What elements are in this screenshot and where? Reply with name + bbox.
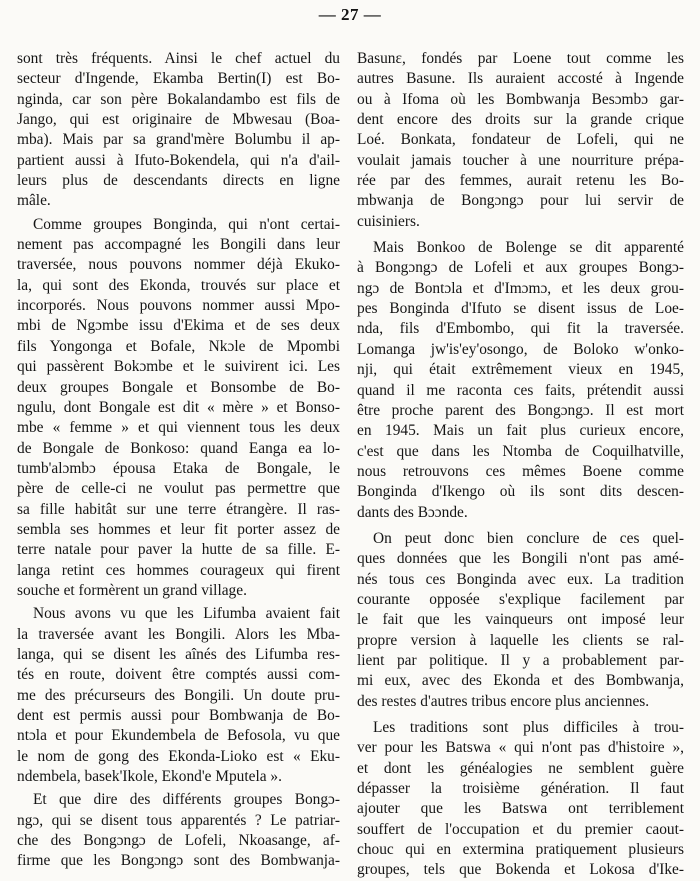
text-line: Lomanga jw'is'ey'osongo, de Boloko w'onko- [357, 340, 684, 358]
text-line: ques données que les Bongili n'ont pas amé- [357, 550, 684, 568]
text-line: qui passèrent Bokɔmbe et le suivirent ici. Les [17, 358, 340, 376]
text-line: ngɔ de Bontɔla et d'Imɔmɔ, et les deux grou- [357, 279, 684, 297]
text-line: me des précurseurs des Bongili. Un doute pru- [17, 686, 340, 704]
text-line: tumb'alɔmbɔ épousa Etaka de Bongale, le [17, 459, 340, 477]
text-line: ntɔla et pour Ekundembela de Befosola, vu que [17, 727, 340, 745]
text-line: ngɔ, qui se disent tous apparentés ? Le patriar- [17, 811, 340, 829]
text-line: traversée, nous pouvons nommer déjà Ekuko- [17, 256, 340, 274]
text-line: la, qui sont des Ekonda, trouvés sur place et [17, 276, 340, 294]
text-line: voulait jamais toucher à une nourriture prépa- [357, 151, 684, 169]
text-line: et dont les généalogies ne semblent guère [357, 759, 684, 777]
text-line: ver pour les Batswa « qui n'ont pas d'histoire », [357, 739, 684, 757]
text-line: On peut donc bien conclure de ces quel- [373, 529, 684, 547]
text-line: mi eux, avec des Ekonda et des Bombwanja, [357, 672, 684, 690]
text-line: dent est permis aussi pour Bombwanja de Bo- [17, 707, 340, 724]
text-line: firme que les Bongɔngɔ sont des Bombwanja- [17, 852, 340, 870]
text-line: groupes, tels que Bokenda et Lokosa d'Ike- [357, 861, 684, 879]
text-line: sont très fréquents. Ainsi le chef actuel du [17, 50, 340, 67]
text-line: rée par des femmes, aurait retenu les Bo- [357, 172, 684, 190]
text-line: Les traditions sont plus difficiles à trou- [373, 719, 684, 736]
text-line: ajouter que les Batswa ont terriblement [357, 800, 684, 818]
text-line: Nous avons vu que les Lifumba avaient fait [33, 605, 340, 623]
text-line: mbe « femme » et qui viennent tous les deux [17, 419, 340, 437]
text-line: nda, fils d'Embombo, qui fit la traversée. [357, 320, 684, 338]
text-line: fils Yongonga et Bofale, Nkɔle de Mpombi [17, 337, 340, 355]
text-line: autres Basune. Ils auraient accosté à Ingende [357, 70, 684, 88]
text-line: des restes d'autres tribus encore plus anciennes. [357, 692, 650, 710]
text-line: nement pas accompagné les Bongili dans leur [17, 236, 340, 254]
text-line: nginda, car son père Bokalandambo est fils de [17, 90, 340, 108]
text-line: Basunɛ, fondés par Loene tout comme les [357, 50, 684, 67]
text-line: secteur d'Ingende, Ekamba Bertin(I) est Bo- [17, 70, 340, 88]
text-line: terre natale pour paver la hutte de sa fille. E- [17, 541, 340, 559]
text-line: ndembela, basek'Ikole, Ekond'e Mputela ». [17, 768, 282, 786]
text-line: de Bongale de Bonkoso: quand Eanga ea lo- [17, 439, 340, 457]
text-line: nous retrouvons ces mêmes Boene comme [357, 462, 684, 480]
text-line: souffert de l'occupation et du premier caout- [357, 820, 684, 838]
text-line: dent encore des droits sur la grande crique [357, 111, 684, 129]
text-line: ou à Ifoma où les Bombwanja Besɔmbɔ gar- [357, 90, 684, 108]
text-line: dépasser la troisième génération. Il faut [357, 780, 684, 798]
text-line: en 1945. Mais un fait plus curieux encore, [357, 422, 684, 440]
text-line: pes Bonginda d'Ifuto se disent issus de Loe- [357, 300, 684, 318]
text-line: Loé. Bonkata, fondateur de Lofeli, qui ne [357, 131, 684, 149]
text-line: mâle. [17, 192, 51, 210]
text-line: souche et formèrent un grand village. [17, 581, 247, 599]
text-line: le fait que les vainqueurs ont imposé leur [357, 611, 684, 629]
text-line: sa fille habitât sur une terre étrangère. Il ras- [17, 500, 340, 518]
text-line: incorporés. Nous pouvons nommer aussi Mpo- [17, 297, 340, 315]
text-line: dants des Bɔɔnde. [357, 503, 468, 521]
left-text-column [17, 49, 340, 872]
text-line: partient aussi à Ifuto-Bokendela, qui n'a d'ail- [17, 151, 340, 169]
text-line: mbwanja de Bongɔngɔ pour lui servir de [357, 192, 684, 210]
text-line: Bonginda d'Ikengo où ils sont dits descen- [357, 483, 684, 501]
text-line: Et que dire des différents groupes Bongɔ- [33, 791, 340, 809]
text-line: tés en route, doivent être comptés aussi com- [17, 666, 340, 684]
text-line: quand il me raconta ces faits, prétendit aussi [357, 381, 684, 399]
right-text-column [357, 49, 684, 881]
text-line: nés tous ces Bonginda avec eux. La tradition [357, 570, 684, 588]
text-line: che des Bongɔngɔ de Lofeli, Nkoasange, af- [17, 832, 340, 850]
text-line: ngulu, dont Bongale est dit « mère » et Bonso- [17, 398, 340, 416]
text-line: nji, qui était extrêmement vieux en 1945, [357, 361, 684, 379]
text-line: Comme groupes Bonginda, qui n'ont certai- [33, 215, 340, 233]
text-line: être proche parent des Bongɔngɔ. Il est mort [357, 401, 684, 419]
text-line: le nom de gong des Ekonda-Lioko est « Eku- [17, 747, 340, 765]
text-line: lient par politique. Il y a probablement par- [357, 651, 684, 669]
text-line: Jango, qui est originaire de Mbwesau (Boa- [17, 111, 340, 129]
text-line: la traversée avant les Bongili. Alors les Mba- [17, 625, 340, 643]
text-line: langa retint ces hommes courageux qui firent [17, 561, 340, 579]
text-line: sembla ses hommes et leur fit porter assez de [17, 520, 340, 538]
text-line: père de celle-ci ne voulut pas permettre que [17, 480, 340, 498]
text-line: courante opposée s'explique facilement par [357, 590, 684, 608]
page-number: — 27 — [318, 5, 382, 24]
text-line: c'est que dans les Ntomba de Coquilhatville, [357, 442, 684, 460]
text-line: mbi de Ngɔmbe issu d'Ekima et de ses deux [17, 317, 340, 335]
text-line: Mais Bonkoo de Bolenge se dit apparenté [373, 239, 684, 257]
text-line: cuisiniers. [357, 212, 420, 230]
text-line: leurs plus de descendants directs en ligne [17, 172, 340, 190]
text-line: langa, qui se disent les aînés des Lifumba res- [17, 645, 340, 663]
text-line: chouc qui en extermina pratiquement plusieurs [357, 841, 684, 859]
text-line: à Bongɔngɔ de Lofeli et aux groupes Bongɔ- [357, 259, 684, 277]
text-line: propre version à laquelle les clients se ral- [357, 631, 684, 649]
text-line: mba). Mais par sa grand'mère Bolumbu il ap- [17, 131, 340, 149]
text-line: deux groupes Bongale et Bonsombe de Bo- [17, 378, 340, 396]
